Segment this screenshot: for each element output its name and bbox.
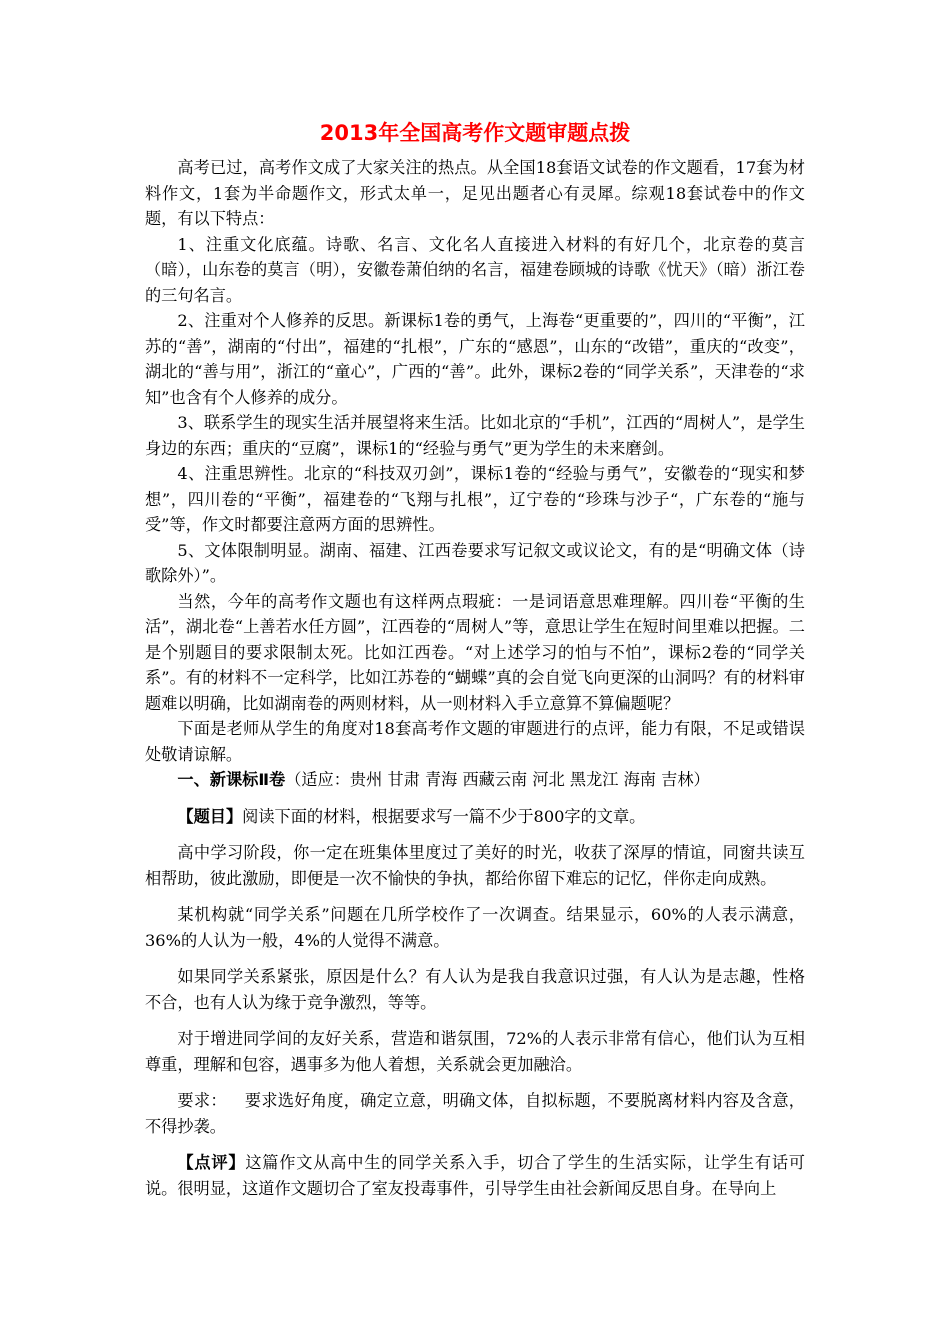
question-tag: 【题目】: [177, 806, 243, 826]
requirement-label: 要求：: [177, 1091, 227, 1110]
preface-paragraph: 下面是老师从学生的角度对18套高考作文题的审题进行的点评，能力有限，不足或错误处敬请谅解。: [145, 719, 805, 764]
material-paragraph: 某机构就“同学关系”问题在几所学校作了一次调查。结果显示，60%的人表示满意，36%的人认为一般，4%的人觉得不满意。: [145, 905, 805, 950]
document-page: [145, 118, 805, 1201]
flaws-paragraph: 当然，今年的高考作文题也有这样两点瑕疵：一是词语意思难理解。四川卷“平衡的生活”，湖北卷“上善若水任方圆”，江西卷的“周树人”等，意思让学生在短时间里难以把握。二是个别题目的要求限制太死。比如江西卷。“对上述学习的怕与不怕”，课标2卷的“同学关系”。有的材料不一定科学，比如江苏卷的“蝴蝶”真的会自觉飞向更深的山洞吗？有的材料审题难以明确，比如湖南卷的两则材料，从一则材料入手立意算不算偏题呢？: [145, 591, 805, 713]
comment-paragraph: [145, 1150, 805, 1201]
feature-item: 5、文体限制明显。湖南、福建、江西卷要求写记叙文或议论文，有的是“明确文体（诗歌除外）”。: [145, 540, 805, 585]
section-title: 一、新课标Ⅱ卷: [177, 770, 286, 789]
requirement-text: 要求选好角度，确定立意，明确文体，自拟标题，不要脱离材料内容及含意，不得抄袭。: [145, 1091, 805, 1136]
question-text: 阅读下面的材料，根据要求写一篇不少于800字的文章。: [242, 806, 646, 826]
question-paragraph: [145, 804, 805, 830]
feature-item: 1、注重文化底蕴。诗歌、名言、文化名人直接进入材料的有好几个，北京卷的莫言（暗），山东卷的莫言（明），安徽卷萧伯纳的名言，福建卷顾城的诗歌《忧天》（暗）浙江卷的三句名言。: [145, 234, 805, 305]
section-heading: [145, 767, 805, 793]
page-title: 2013年全国高考作文题审题点拨: [319, 121, 631, 145]
material-paragraph: 对于增进同学间的友好关系，营造和谐氛围，72%的人表示非常有信心，他们认为互相尊重，理解和包容，遇事多为他人着想，关系就会更加融洽。: [145, 1029, 805, 1074]
requirement-paragraph: [145, 1088, 805, 1139]
section-applies: （适应：贵州 甘肃 青海 西藏云南 河北 黑龙江 海南 吉林）: [285, 770, 710, 789]
feature-item: 3、联系学生的现实生活并展望将来生活。比如北京的“手机”，江西的“周树人”，是学生身边的东西；重庆的“豆腐”，课标1的“经验与勇气”更为学生的未来磨剑。: [145, 413, 805, 458]
intro-paragraph: 高考已过，高考作文成了大家关注的热点。从全国18套语文试卷的作文题看，17套为材料作文，1套为半命题作文，形式太单一，足见出题者心有灵犀。综观18套试卷中的作文题，有以下特点：: [145, 158, 805, 228]
comment-text: 这篇作文从高中生的同学关系入手，切合了学生的生活实际，让学生有话可说。很明显，这道作文题切合了室友投毒事件，引导学生由社会新闻反思自身。在导向上: [145, 1153, 805, 1198]
material-paragraph: 高中学习阶段，你一定在班集体里度过了美好的时光，收获了深厚的情谊，同窗共读互相帮助，彼此激励，即便是一次不愉快的争执，都给你留下难忘的记忆，伴你走向成熟。: [145, 843, 805, 888]
feature-item: 4、注重思辨性。北京的“科技双刃剑”，课标1卷的“经验与勇气”，安徽卷的“现实和梦想”，四川卷的“平衡”，福建卷的“飞翔与扎根”，辽宁卷的“珍珠与沙子“，广东卷的“施与受”等，作文时都要注意两方面的思辨性。: [145, 464, 805, 534]
feature-item: 2、注重对个人修养的反思。新课标1卷的勇气，上海卷“更重要的”，四川的“平衡”，江苏的“善”，湖南的“付出”，福建的“扎根”，广东的“感恩”，山东的“改错”，重庆的“改变”，湖北的“善与用”，浙江的“童心”，广西的“善”。此外，课标2卷的“同学关系”，天津卷的“求知”也含有个人修养的成分。: [145, 311, 805, 407]
material-paragraph: 如果同学关系紧张，原因是什么？有人认为是我自我意识过强，有人认为是志趣，性格不合，也有人认为缘于竞争激烈，等等。: [145, 967, 805, 1012]
comment-tag: 【点评】: [177, 1153, 246, 1172]
